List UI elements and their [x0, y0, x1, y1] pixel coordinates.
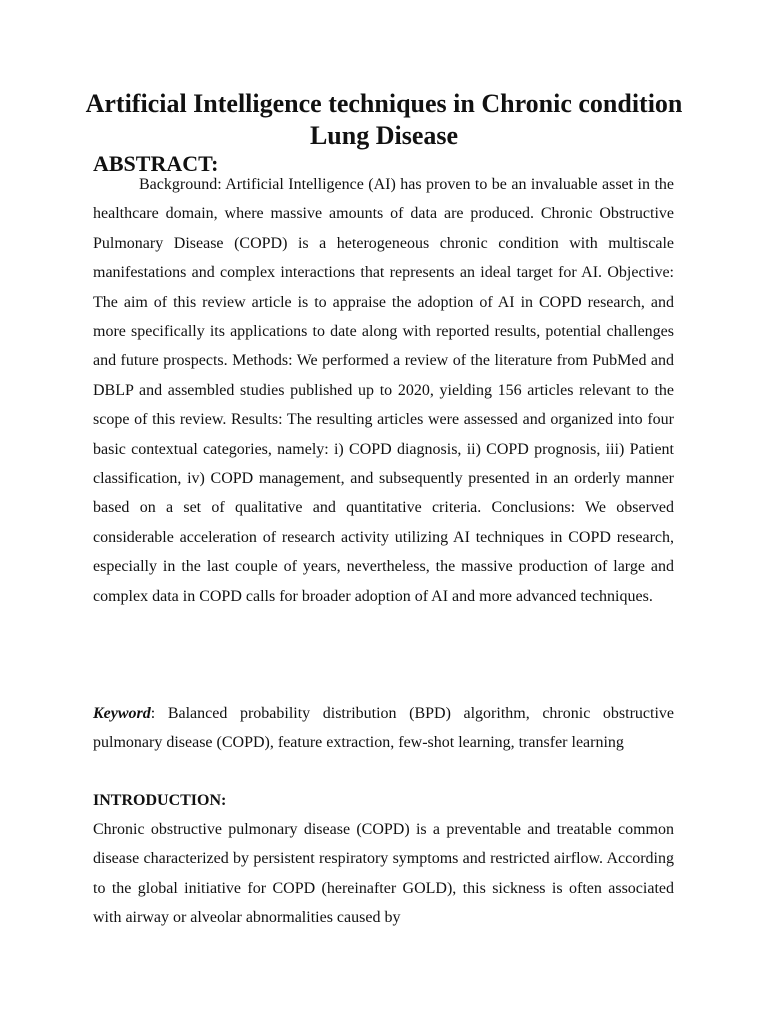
keywords-text: : Balanced probability distribution (BPD) algorithm, chronic obstructive pulmonary disease (COPD), feature extraction, few-shot learning, transfer learning [93, 705, 674, 752]
keywords-paragraph [93, 699, 674, 758]
introduction-paragraph: Chronic obstructive pulmonary disease (COPD) is a preventable and treatable common disease characterized by persistent respiratory symptoms and restricted airflow. According to the global initiative for COPD (hereinafter GOLD), this sickness is often associated with airway or alveolar abnormalities caused by [93, 821, 674, 927]
paper-title: Artificial Intelligence techniques in Chronic condition Lung Disease [85, 89, 683, 150]
abstract-paragraph: Background: Artificial Intelligence (AI) has proven to be an invaluable asset in the healthcare domain, where massive amounts of data are produced. Chronic Obstructive Pulmonary Disease (COPD) is a heterogeneous chronic condition with multiscale manifestations and complex interactions that represents an ideal target for AI. Objective: The aim of this review article is to appraise the adoption of AI in COPD research, and more specifically its applications to date along with reported results, potential challenges and future prospects. Methods: We performed a review of the literature from PubMed and DBLP and assembled studies published up to 2020, yielding 156 articles relevant to the scope of this review. Results: The resulting articles were assessed and organized into four basic contextual categories, namely: i) COPD diagnosis, ii) COPD prognosis, iii) Patient classification, iv) COPD management, and subsequently presented in an orderly manner based on a set of qualitative and quantitative criteria. Conclusions: We observed considerable acceleration of research activity utilizing AI techniques in COPD research, especially in the last couple of years, nevertheless, the massive production of large and complex data in COPD calls for broader adoption of AI and more advanced techniques. [93, 176, 674, 605]
abstract-heading: ABSTRACT: [93, 151, 219, 176]
keywords-label: Keyword [93, 705, 151, 722]
introduction-heading: INTRODUCTION: [93, 792, 227, 809]
